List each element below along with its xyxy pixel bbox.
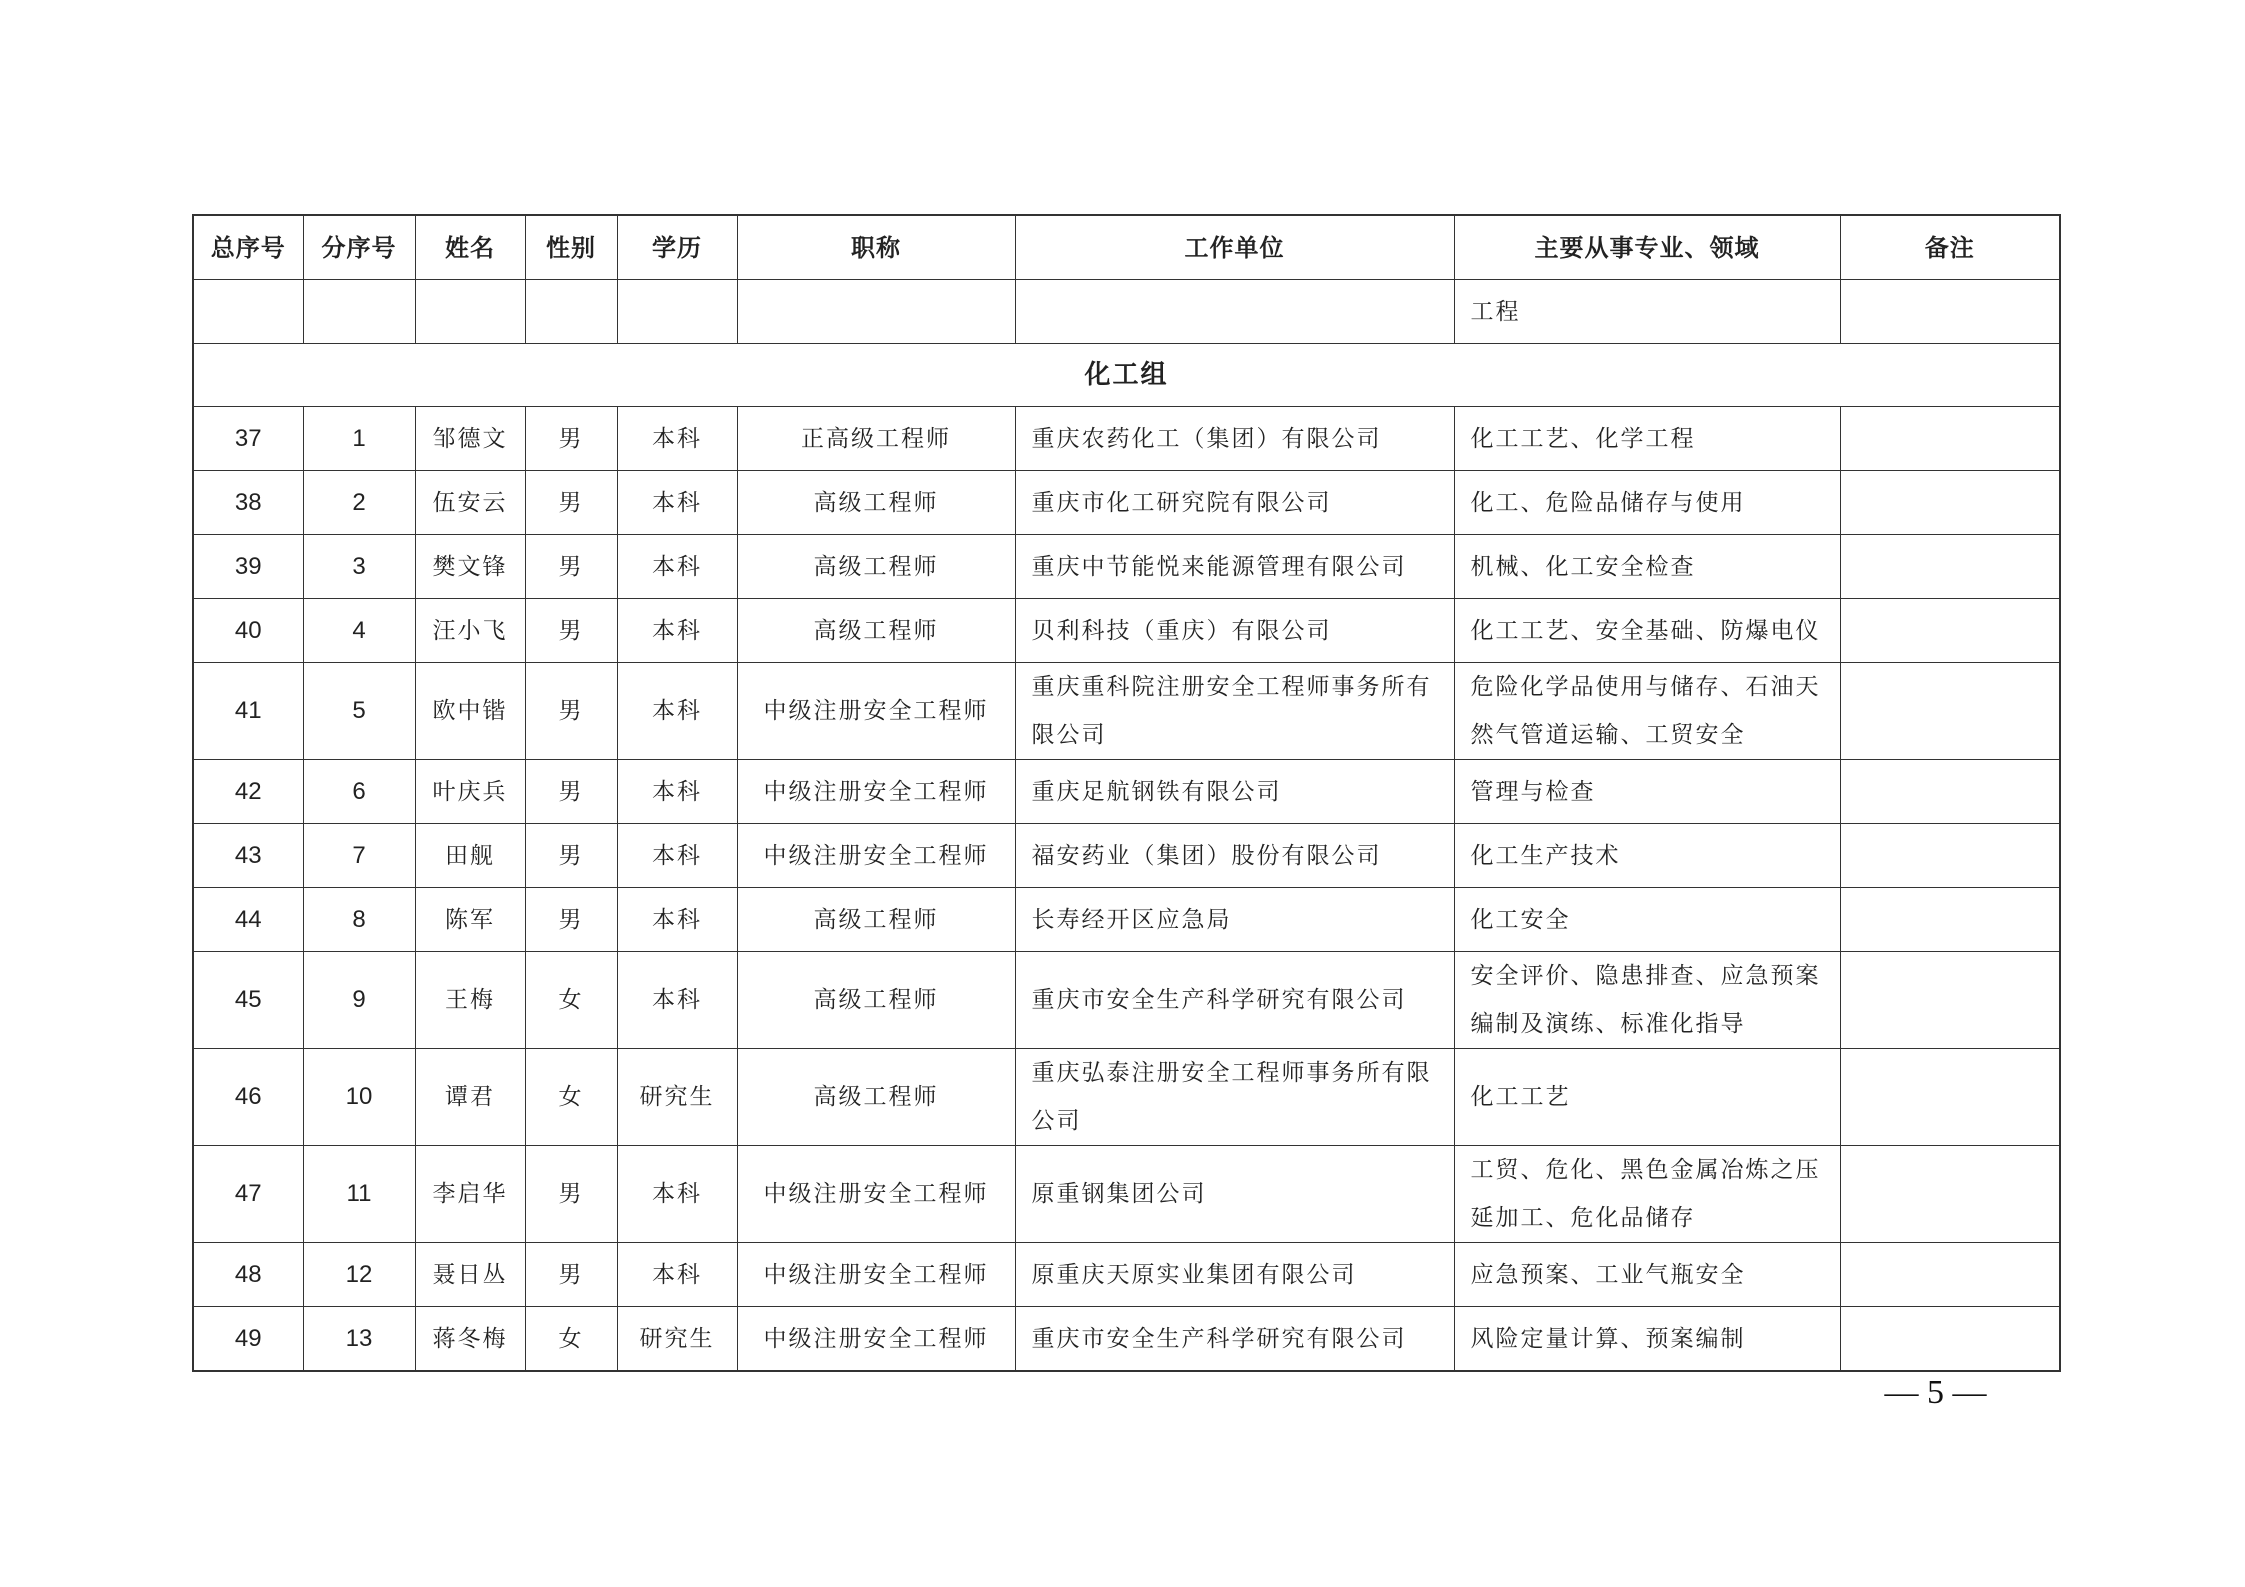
cell-sub: 13 <box>303 1307 415 1372</box>
cell-title: 中级注册安全工程师 <box>737 824 1015 888</box>
cell-gender: 男 <box>525 760 617 824</box>
cell-total: 40 <box>193 599 303 663</box>
cell-sub: 8 <box>303 888 415 952</box>
cell-gender: 男 <box>525 824 617 888</box>
cell-title <box>737 280 1015 344</box>
cell-title: 高级工程师 <box>737 1049 1015 1146</box>
cell-field: 化工安全 <box>1454 888 1840 952</box>
header-sub-no: 分序号 <box>303 215 415 280</box>
cell-sub: 2 <box>303 471 415 535</box>
cell-remarks <box>1840 471 2060 535</box>
table-row <box>193 599 2060 663</box>
cell-remarks <box>1840 824 2060 888</box>
cell-remarks <box>1840 1307 2060 1372</box>
cell-gender: 男 <box>525 888 617 952</box>
cell-organization: 重庆中节能悦来能源管理有限公司 <box>1015 535 1454 599</box>
cell-education: 本科 <box>617 599 737 663</box>
cell-education: 研究生 <box>617 1049 737 1146</box>
cell-field: 工贸、危化、黑色金属冶炼之压延加工、危化品储存 <box>1454 1146 1840 1243</box>
table-row <box>193 760 2060 824</box>
cell-name: 伍安云 <box>415 471 525 535</box>
table-row <box>193 535 2060 599</box>
cell-organization: 重庆农药化工（集团）有限公司 <box>1015 407 1454 471</box>
cell-sub: 4 <box>303 599 415 663</box>
cell-field: 化工、危险品储存与使用 <box>1454 471 1840 535</box>
cell-organization: 重庆市化工研究院有限公司 <box>1015 471 1454 535</box>
cell-title: 中级注册安全工程师 <box>737 663 1015 760</box>
cell-sub: 10 <box>303 1049 415 1146</box>
cell-sub: 11 <box>303 1146 415 1243</box>
table-body <box>193 280 2060 1372</box>
table-header <box>193 215 2060 280</box>
table-row <box>193 1146 2060 1243</box>
cell-name: 叶庆兵 <box>415 760 525 824</box>
table-row <box>193 1049 2060 1146</box>
cell-title: 高级工程师 <box>737 471 1015 535</box>
cell-sub: 6 <box>303 760 415 824</box>
cell-education: 本科 <box>617 760 737 824</box>
cell-education: 本科 <box>617 1146 737 1243</box>
cell-name: 王梅 <box>415 952 525 1049</box>
cell-organization: 重庆重科院注册安全工程师事务所有限公司 <box>1015 663 1454 760</box>
cell-education: 本科 <box>617 471 737 535</box>
cell-sub <box>303 280 415 344</box>
cell-gender: 男 <box>525 1146 617 1243</box>
cell-title: 中级注册安全工程师 <box>737 1146 1015 1243</box>
cell-remarks <box>1840 407 2060 471</box>
cell-name: 谭君 <box>415 1049 525 1146</box>
cell-gender: 女 <box>525 952 617 1049</box>
header-education: 学历 <box>617 215 737 280</box>
group-title: 化工组 <box>193 344 2060 407</box>
cell-organization: 重庆市安全生产科学研究有限公司 <box>1015 952 1454 1049</box>
cell-organization <box>1015 280 1454 344</box>
cell-organization: 长寿经开区应急局 <box>1015 888 1454 952</box>
cell-organization: 贝利科技（重庆）有限公司 <box>1015 599 1454 663</box>
cell-remarks <box>1840 1146 2060 1243</box>
cell-remarks <box>1840 1243 2060 1307</box>
cell-total: 48 <box>193 1243 303 1307</box>
cell-total: 41 <box>193 663 303 760</box>
table-row <box>193 663 2060 760</box>
cell-total: 45 <box>193 952 303 1049</box>
cell-name: 蒋冬梅 <box>415 1307 525 1372</box>
cell-field: 安全评价、隐患排查、应急预案编制及演练、标准化指导 <box>1454 952 1840 1049</box>
cell-organization: 福安药业（集团）股份有限公司 <box>1015 824 1454 888</box>
cell-total: 42 <box>193 760 303 824</box>
cell-total: 37 <box>193 407 303 471</box>
cell-title: 高级工程师 <box>737 535 1015 599</box>
carryover-row <box>193 280 2060 344</box>
cell-field: 工程 <box>1454 280 1840 344</box>
cell-field: 机械、化工安全检查 <box>1454 535 1840 599</box>
cell-sub: 9 <box>303 952 415 1049</box>
cell-organization: 重庆足航钢铁有限公司 <box>1015 760 1454 824</box>
header-name: 姓名 <box>415 215 525 280</box>
cell-gender: 男 <box>525 407 617 471</box>
cell-remarks <box>1840 663 2060 760</box>
cell-title: 中级注册安全工程师 <box>737 760 1015 824</box>
table-row <box>193 1307 2060 1372</box>
cell-total: 43 <box>193 824 303 888</box>
header-title: 职称 <box>737 215 1015 280</box>
page-number: — 5 — <box>1884 1374 1987 1411</box>
cell-remarks <box>1840 760 2060 824</box>
cell-name: 樊文锋 <box>415 535 525 599</box>
header-organization: 工作单位 <box>1015 215 1454 280</box>
cell-remarks <box>1840 280 2060 344</box>
cell-education: 本科 <box>617 1243 737 1307</box>
cell-education: 本科 <box>617 535 737 599</box>
header-total-no: 总序号 <box>193 215 303 280</box>
cell-name: 邹德文 <box>415 407 525 471</box>
cell-total: 44 <box>193 888 303 952</box>
header-field: 主要从事专业、领域 <box>1454 215 1840 280</box>
cell-gender: 男 <box>525 663 617 760</box>
cell-field: 风险定量计算、预案编制 <box>1454 1307 1840 1372</box>
cell-field: 应急预案、工业气瓶安全 <box>1454 1243 1840 1307</box>
cell-sub: 1 <box>303 407 415 471</box>
cell-title: 中级注册安全工程师 <box>737 1243 1015 1307</box>
cell-title: 高级工程师 <box>737 599 1015 663</box>
cell-gender: 女 <box>525 1307 617 1372</box>
cell-field: 管理与检查 <box>1454 760 1840 824</box>
cell-title: 高级工程师 <box>737 952 1015 1049</box>
cell-education <box>617 280 737 344</box>
cell-sub: 3 <box>303 535 415 599</box>
cell-organization: 重庆市安全生产科学研究有限公司 <box>1015 1307 1454 1372</box>
cell-field: 化工工艺 <box>1454 1049 1840 1146</box>
cell-field: 危险化学品使用与储存、石油天然气管道运输、工贸安全 <box>1454 663 1840 760</box>
cell-title: 中级注册安全工程师 <box>737 1307 1015 1372</box>
cell-sub: 5 <box>303 663 415 760</box>
cell-name: 田舰 <box>415 824 525 888</box>
cell-organization: 原重钢集团公司 <box>1015 1146 1454 1243</box>
table-row <box>193 952 2060 1049</box>
table-row <box>193 1243 2060 1307</box>
cell-gender: 男 <box>525 1243 617 1307</box>
cell-education: 本科 <box>617 824 737 888</box>
header-gender: 性别 <box>525 215 617 280</box>
cell-gender <box>525 280 617 344</box>
cell-title: 正高级工程师 <box>737 407 1015 471</box>
cell-organization: 原重庆天原实业集团有限公司 <box>1015 1243 1454 1307</box>
cell-total: 49 <box>193 1307 303 1372</box>
cell-education: 本科 <box>617 888 737 952</box>
table-row <box>193 407 2060 471</box>
cell-title: 高级工程师 <box>737 888 1015 952</box>
cell-field: 化工生产技术 <box>1454 824 1840 888</box>
cell-field: 化工工艺、安全基础、防爆电仪 <box>1454 599 1840 663</box>
cell-gender: 女 <box>525 1049 617 1146</box>
cell-remarks <box>1840 535 2060 599</box>
expert-roster-table <box>192 214 2061 1372</box>
cell-remarks <box>1840 599 2060 663</box>
cell-gender: 男 <box>525 599 617 663</box>
cell-sub: 7 <box>303 824 415 888</box>
cell-total: 47 <box>193 1146 303 1243</box>
cell-name: 陈军 <box>415 888 525 952</box>
cell-gender: 男 <box>525 471 617 535</box>
cell-education: 本科 <box>617 407 737 471</box>
cell-name: 聂日丛 <box>415 1243 525 1307</box>
table-row <box>193 471 2060 535</box>
cell-remarks <box>1840 952 2060 1049</box>
cell-organization: 重庆弘泰注册安全工程师事务所有限公司 <box>1015 1049 1454 1146</box>
cell-total: 46 <box>193 1049 303 1146</box>
cell-name: 欧中锴 <box>415 663 525 760</box>
cell-name <box>415 280 525 344</box>
cell-remarks <box>1840 888 2060 952</box>
cell-remarks <box>1840 1049 2060 1146</box>
cell-sub: 12 <box>303 1243 415 1307</box>
cell-total: 38 <box>193 471 303 535</box>
cell-total: 39 <box>193 535 303 599</box>
cell-gender: 男 <box>525 535 617 599</box>
cell-name: 汪小飞 <box>415 599 525 663</box>
cell-name: 李启华 <box>415 1146 525 1243</box>
group-title-row <box>193 344 2060 407</box>
cell-education: 本科 <box>617 952 737 1049</box>
cell-education: 本科 <box>617 663 737 760</box>
table-row <box>193 824 2060 888</box>
cell-education: 研究生 <box>617 1307 737 1372</box>
cell-field: 化工工艺、化学工程 <box>1454 407 1840 471</box>
table-row <box>193 888 2060 952</box>
header-remarks: 备注 <box>1840 215 2060 280</box>
cell-total <box>193 280 303 344</box>
